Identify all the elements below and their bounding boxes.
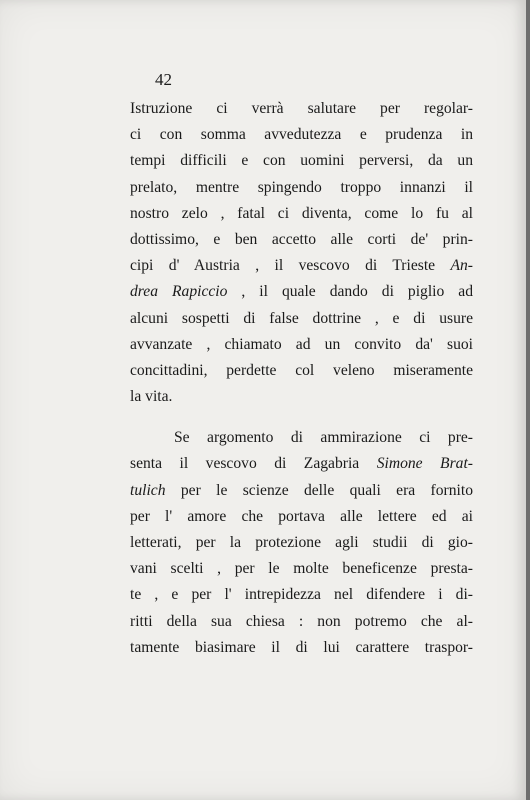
text-line: Se argomento di ammirazione ci pre- xyxy=(174,429,473,447)
italic-name: tulich xyxy=(130,481,166,499)
body-text xyxy=(130,96,473,661)
italic-name: Simone Brat- xyxy=(376,455,473,473)
text-line: vani scelti , per le molte beneficenze presta- xyxy=(130,560,473,578)
page-edge xyxy=(526,0,530,800)
text-line: dottissimo, e ben accetto alle corti de' prin- xyxy=(130,230,473,248)
page-number: 42 xyxy=(155,70,172,89)
text-line: alcuni sospetti di false dottrine , e di usure xyxy=(130,309,473,327)
text-line: ritti della sua chiesa : non potremo che al- xyxy=(130,612,473,630)
text-line: nostro zelo , fatal ci diventa, come lo fu al xyxy=(130,204,473,222)
text-line: avvanzate , chiamato ad un convito da' suoi xyxy=(130,335,473,353)
text-line: prelato, mentre spingendo troppo innanzi il xyxy=(130,178,473,196)
text-segment: per le scienze delle quali era fornito xyxy=(165,481,473,499)
text-line xyxy=(130,253,473,279)
text-line: te , e per l' intrepidezza nel difendere i di- xyxy=(130,586,473,604)
text-line: ci con somma avvedutezza e prudenza in xyxy=(130,126,473,144)
text-line xyxy=(130,279,473,305)
text-line: la vita. xyxy=(130,388,173,406)
italic-name: drea Rapiccio xyxy=(130,283,228,301)
text-line: tamente biasimare il di lui carattere traspor- xyxy=(130,638,473,656)
text-line xyxy=(130,478,473,504)
text-segment: , il quale dando di piglio ad xyxy=(227,283,474,301)
text-segment: senta il vescovo di Zagabria xyxy=(130,455,377,473)
text-segment: cipi d' Austria , il vescovo di Trieste xyxy=(130,257,451,275)
text-line: per l' amore che portava alle lettere ed ai xyxy=(130,507,473,525)
text-line: letterati, per la protezione agli studii di gio- xyxy=(130,534,473,551)
italic-name: An- xyxy=(450,257,473,275)
paragraph-gap xyxy=(130,410,473,425)
text-line: Istruzione ci verrà salutare per regolar- xyxy=(130,100,473,117)
text-line: tempi difficili e con uomini perversi, da un xyxy=(130,152,473,170)
text-line xyxy=(130,451,473,477)
text-line: concittadini, perdette col veleno miseramente xyxy=(130,361,473,379)
